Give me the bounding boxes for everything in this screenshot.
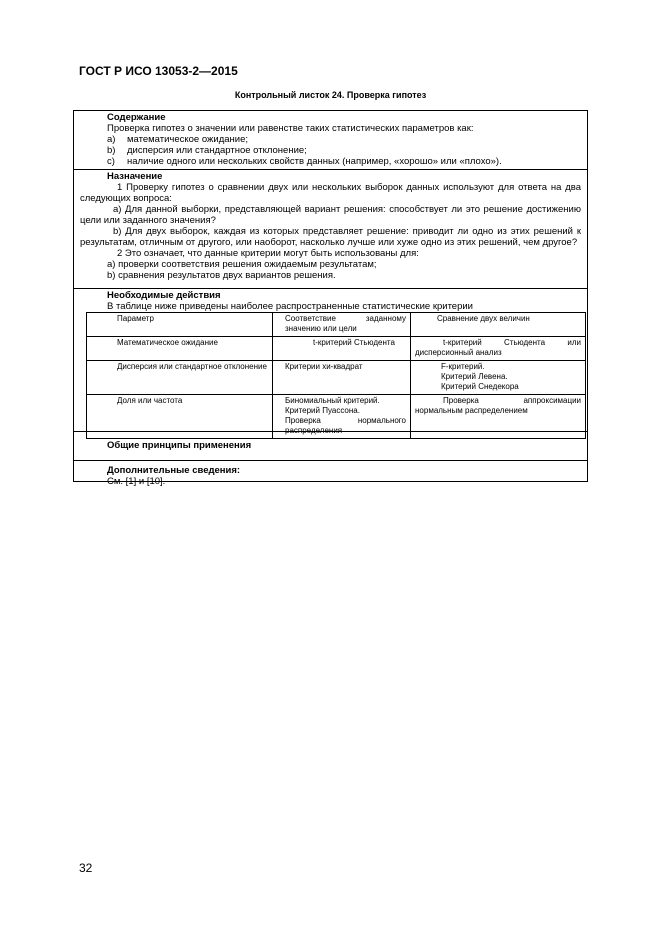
cell-line: Критерий Пуассона. [285, 406, 360, 415]
item-marker: b) [107, 145, 116, 156]
table-row [87, 337, 586, 361]
content-heading: Содержание [107, 112, 166, 123]
additional-heading: Дополнительные сведения: [107, 465, 241, 476]
checklist-frame [73, 110, 588, 487]
cell-line: F-критерий. [441, 362, 485, 371]
purpose-question-a: а) Для данной выборки, представляющей вариант решения: способствует ли это решение достижению цели или заданного значения? [80, 204, 581, 226]
purpose-paragraph-1: 1 Проверку гипотез о сравнении двух или нескольких выборок данных используют для ответа на два следующих вопроса: [80, 182, 581, 204]
item-text: наличие одного или нескольких свойств данных (например, «хорошо» или «плохо»). [127, 156, 502, 167]
cell-line: Критерий Левена. [441, 372, 508, 381]
content-intro: Проверка гипотез о значении или равенстве таких статистических параметров как: [107, 123, 474, 134]
section-content [74, 111, 587, 170]
item-text: дисперсия или стандартное отклонение; [127, 145, 307, 156]
cell-line: Проверка нормального распределения [285, 416, 406, 435]
table-header-row [87, 313, 586, 337]
purpose-question-b: b) Для двух выборок, каждая из которых представляет решение: приводит ли одно из этих решений к результатам, отличным от другого, или наоборот, насколько лучше или хуже одно из этих решений, чем другое? [80, 226, 581, 248]
cell-line: Критерий Снедекора [441, 382, 519, 391]
document-header: ГОСТ Р ИСО 13053-2—2015 [79, 64, 238, 78]
additional-text: См. [1] и [10]. [107, 476, 166, 487]
content-item [107, 145, 581, 156]
cell-target [273, 361, 411, 395]
criteria-table [86, 312, 586, 439]
content-item [107, 156, 581, 167]
section-additional [74, 461, 587, 487]
cell-line: Проверка аппроксимации нормальным распределением [415, 396, 581, 415]
cell-compare [411, 361, 586, 395]
item-marker: a) [107, 134, 116, 145]
principles-heading: Общие принципы применения [107, 440, 252, 451]
content-item [107, 134, 581, 145]
cell-line: t-критерий Стьюдента [313, 338, 395, 347]
item-text: математическое ожидание; [127, 134, 248, 145]
cell-line: Биномиальный критерий. [285, 396, 380, 405]
cell-parameter: Доля или частота [87, 395, 273, 439]
actions-intro: В таблице ниже приведены наиболее распространенные статистические критерии [107, 301, 473, 312]
purpose-paragraph-2: 2 Это означает, что данные критерии могут быть использованы для: [117, 248, 419, 259]
item-marker: c) [107, 156, 115, 167]
cell-parameter: Дисперсия или стандартное отклонение [87, 361, 273, 395]
page-number: 32 [79, 861, 93, 875]
section-purpose [74, 170, 587, 289]
table-row [87, 361, 586, 395]
section-actions [74, 289, 587, 435]
header-compare: Сравнение двух величин [411, 313, 586, 337]
cell-target [273, 337, 411, 361]
purpose-use-a: а) проверки соответствия решения ожидаемым результатам; [107, 259, 377, 270]
cell-compare [411, 337, 586, 361]
header-target: Соответствие заданному значению или цели [273, 313, 411, 337]
cell-parameter: Математическое ожидание [87, 337, 273, 361]
checklist-title: Контрольный листок 24. Проверка гипотез [234, 90, 427, 100]
cell-line: Критерии хи-квадрат [285, 362, 363, 371]
section-principles [74, 432, 587, 461]
header-parameter: Параметр [87, 313, 273, 337]
purpose-heading: Назначение [107, 171, 163, 182]
actions-heading: Необходимые действия [107, 290, 221, 301]
purpose-use-b: b) сравнения результатов двух вариантов решения. [107, 270, 336, 281]
cell-line: t-критерий Стьюдента или дисперсионный анализ [415, 338, 581, 357]
